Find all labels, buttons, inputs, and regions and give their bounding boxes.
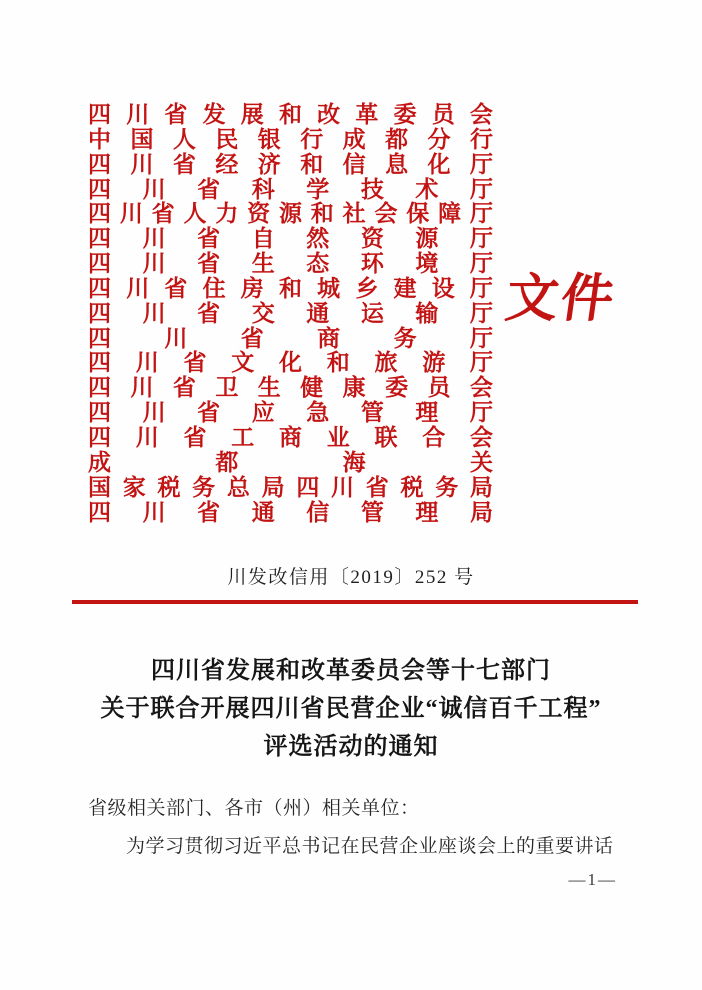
- agency-char: 家: [122, 474, 146, 500]
- agency-row: [88, 103, 493, 128]
- agency-char: 川: [142, 400, 166, 426]
- agency-char: 应: [251, 400, 275, 426]
- agency-char: 分: [427, 126, 451, 152]
- agency-char: 务: [192, 474, 216, 500]
- agency-char: 省: [197, 251, 221, 277]
- agency-list: [88, 103, 493, 525]
- agency-char: 务: [393, 325, 417, 351]
- red-divider-line: [72, 600, 638, 604]
- agency-char: 会: [470, 424, 493, 450]
- agency-char: 和: [278, 102, 302, 127]
- agency-char: 省: [164, 275, 188, 301]
- agency-char: 省: [151, 201, 175, 227]
- agency-char: 科: [251, 176, 275, 202]
- agency-char: 厅: [469, 226, 493, 252]
- agency-char: 银: [257, 126, 281, 152]
- agency-char: 会: [374, 201, 398, 227]
- agency-char: 川: [142, 226, 166, 252]
- agency-char: 化: [427, 151, 451, 177]
- agency-char: 员: [427, 375, 451, 401]
- agency-char: 四: [88, 499, 111, 525]
- agency-char: 交: [251, 300, 275, 326]
- agency-char: 康: [342, 375, 366, 401]
- agency-char: 川: [135, 350, 159, 376]
- agency-char: 海: [342, 449, 366, 475]
- agency-char: 资: [247, 201, 271, 227]
- agency-char: 川: [164, 325, 188, 351]
- agency-char: 务: [435, 474, 459, 500]
- body-paragraph: 为学习贯彻习近平总书记在民营企业座谈会上的重要讲话: [126, 836, 614, 857]
- agency-char: 委: [393, 102, 417, 127]
- agency-char: 局: [469, 474, 493, 500]
- agency-row: [88, 451, 493, 476]
- agency-char: 通: [306, 300, 330, 326]
- agency-char: 厅: [470, 350, 493, 376]
- agency-char: 息: [385, 151, 409, 177]
- agency-char: 四: [88, 375, 111, 401]
- agency-row: [88, 327, 493, 352]
- agency-char: 障: [438, 201, 462, 227]
- agency-char: 省: [172, 375, 196, 401]
- agency-char: 四: [88, 350, 111, 376]
- agency-char: 建: [393, 275, 417, 301]
- agency-char: 关: [469, 449, 493, 475]
- agency-char: 川: [142, 499, 166, 525]
- agency-char: 税: [157, 474, 181, 500]
- agency-char: 四: [296, 474, 320, 500]
- agency-char: 房: [240, 275, 264, 301]
- agency-char: 工: [231, 424, 255, 450]
- agency-row: [88, 351, 493, 376]
- agency-char: 四: [88, 325, 111, 351]
- agency-char: 省: [240, 325, 264, 351]
- agency-char: 厅: [469, 400, 493, 426]
- agency-char: 四: [88, 400, 111, 426]
- agency-char: 厅: [469, 251, 493, 277]
- document-title: [0, 652, 702, 766]
- agency-char: 通: [251, 499, 275, 525]
- agency-char: 四: [88, 201, 111, 227]
- agency-char: 急: [306, 400, 330, 426]
- agency-char: 经: [215, 151, 239, 177]
- agency-char: 民: [215, 126, 239, 152]
- agency-char: 会: [469, 102, 493, 127]
- agency-char: 委: [385, 375, 409, 401]
- agency-char: 学: [306, 176, 330, 202]
- document-label: 文件: [502, 271, 621, 328]
- agency-char: 和: [326, 350, 350, 376]
- agency-row: [88, 501, 493, 526]
- agency-char: 省: [197, 226, 221, 252]
- agency-char: 局: [469, 499, 493, 525]
- agency-char: 城: [317, 275, 341, 301]
- agency-char: 游: [422, 350, 446, 376]
- agency-char: 川: [135, 424, 159, 450]
- agency-char: 川: [126, 102, 150, 127]
- agency-char: 厅: [469, 325, 493, 351]
- agency-row: [88, 202, 493, 227]
- agency-char: 济: [257, 151, 281, 177]
- agency-char: 四: [88, 275, 111, 301]
- agency-char: 厅: [469, 151, 493, 177]
- agency-row: [88, 426, 493, 451]
- agency-char: 厅: [469, 300, 493, 326]
- agency-char: 管: [360, 499, 384, 525]
- agency-char: 四: [88, 102, 111, 127]
- agency-char: 行: [300, 126, 324, 152]
- title-line-3: 评选活动的通知: [263, 734, 439, 760]
- agency-char: 发: [202, 102, 226, 127]
- agency-char: 和: [278, 275, 302, 301]
- agency-char: 商: [279, 424, 302, 450]
- agency-char: 生: [251, 251, 275, 277]
- agency-char: 商: [317, 325, 341, 351]
- agency-char: 健: [300, 375, 324, 401]
- agency-char: 态: [306, 251, 330, 277]
- agency-char: 改: [317, 102, 341, 127]
- agency-char: 信: [306, 499, 330, 525]
- agency-char: 保: [406, 201, 430, 227]
- agency-char: 四: [88, 251, 111, 277]
- agency-row: [88, 178, 493, 203]
- agency-char: 境: [415, 251, 439, 277]
- agency-row: [88, 153, 493, 178]
- agency-char: 省: [197, 499, 221, 525]
- agency-char: 局: [261, 474, 285, 500]
- agency-char: 运: [360, 300, 384, 326]
- agency-char: 四: [88, 176, 111, 202]
- agency-char: 自: [251, 226, 275, 252]
- agency-char: 住: [202, 275, 226, 301]
- agency-char: 术: [415, 176, 439, 202]
- agency-char: 旅: [374, 350, 398, 376]
- agency-char: 川: [142, 176, 166, 202]
- agency-char: 理: [415, 400, 439, 426]
- agency-char: 业: [326, 424, 350, 450]
- agency-char: 厅: [469, 201, 493, 227]
- agency-char: 化: [279, 350, 302, 376]
- agency-char: 四: [88, 226, 111, 252]
- agency-char: 展: [240, 102, 264, 127]
- agency-char: 省: [365, 474, 389, 500]
- agency-char: 理: [415, 499, 439, 525]
- agency-char: 川: [331, 474, 355, 500]
- agency-char: 税: [400, 474, 424, 500]
- page-number: —1—: [568, 870, 617, 889]
- agency-char: 川: [130, 151, 154, 177]
- agency-row: [88, 476, 493, 501]
- agency-char: 技: [360, 176, 384, 202]
- agency-char: 社: [342, 201, 366, 227]
- agency-char: 和: [310, 201, 334, 227]
- agency-char: 省: [197, 400, 221, 426]
- title-line-2: 关于联合开展四川省民营企业“诚信百千工程”: [100, 696, 602, 722]
- agency-char: 省: [183, 424, 207, 450]
- agency-char: 乡: [355, 275, 379, 301]
- agency-char: 源: [415, 226, 439, 252]
- agency-char: 省: [197, 176, 221, 202]
- agency-row: [88, 227, 493, 252]
- agency-char: 输: [415, 300, 439, 326]
- agency-row: [88, 252, 493, 277]
- title-line-1: 四川省发展和改革委员会等十七部门: [151, 658, 551, 684]
- agency-char: 川: [119, 201, 143, 227]
- agency-char: 信: [342, 151, 366, 177]
- agency-char: 管: [360, 400, 384, 426]
- agency-char: 四: [88, 151, 111, 177]
- agency-char: 合: [422, 424, 446, 450]
- document-body: [88, 796, 617, 893]
- agency-char: 革: [355, 102, 379, 127]
- agency-char: 行: [469, 126, 493, 152]
- agency-char: 源: [278, 201, 302, 227]
- agency-char: 国: [88, 474, 111, 500]
- agency-row: [88, 128, 493, 153]
- agency-char: 四: [88, 300, 111, 326]
- agency-char: 然: [306, 226, 330, 252]
- agency-char: 国: [130, 126, 154, 152]
- agency-char: 卫: [215, 375, 239, 401]
- agency-char: 都: [385, 126, 409, 152]
- agency-char: 川: [130, 375, 154, 401]
- agency-char: 厅: [469, 275, 493, 301]
- agency-char: 省: [183, 350, 207, 376]
- agency-char: 和: [300, 151, 324, 177]
- agency-char: 成: [342, 126, 366, 152]
- agency-row: [88, 376, 493, 401]
- agency-char: 联: [374, 424, 398, 450]
- agency-char: 环: [360, 251, 384, 277]
- agency-char: 力: [215, 201, 239, 227]
- document-number: 川发改信用〔2019〕252 号: [227, 567, 475, 588]
- agency-char: 中: [88, 126, 111, 152]
- agency-char: 厅: [469, 176, 493, 202]
- agency-char: 川: [142, 251, 166, 277]
- agency-char: 人: [183, 201, 207, 227]
- agency-char: 川: [126, 275, 150, 301]
- agency-char: 总: [226, 474, 250, 500]
- agency-char: 川: [142, 300, 166, 326]
- agency-char: 文: [231, 350, 255, 376]
- agency-char: 生: [257, 375, 281, 401]
- agency-char: 四: [88, 424, 111, 450]
- agency-char: 员: [431, 102, 455, 127]
- agency-char: 省: [197, 300, 221, 326]
- agency-char: 成: [88, 449, 111, 475]
- agency-char: 都: [215, 449, 239, 475]
- agency-row: [88, 401, 493, 426]
- agency-row: [88, 302, 493, 327]
- salutation: 省级相关部门、各市（州）相关单位：: [88, 798, 420, 819]
- agency-char: 省: [164, 102, 188, 127]
- agency-char: 会: [469, 375, 493, 401]
- agency-char: 设: [431, 275, 455, 301]
- agency-row: [88, 277, 493, 302]
- agency-char: 资: [360, 226, 384, 252]
- agency-char: 省: [172, 151, 196, 177]
- agency-char: 人: [172, 126, 196, 152]
